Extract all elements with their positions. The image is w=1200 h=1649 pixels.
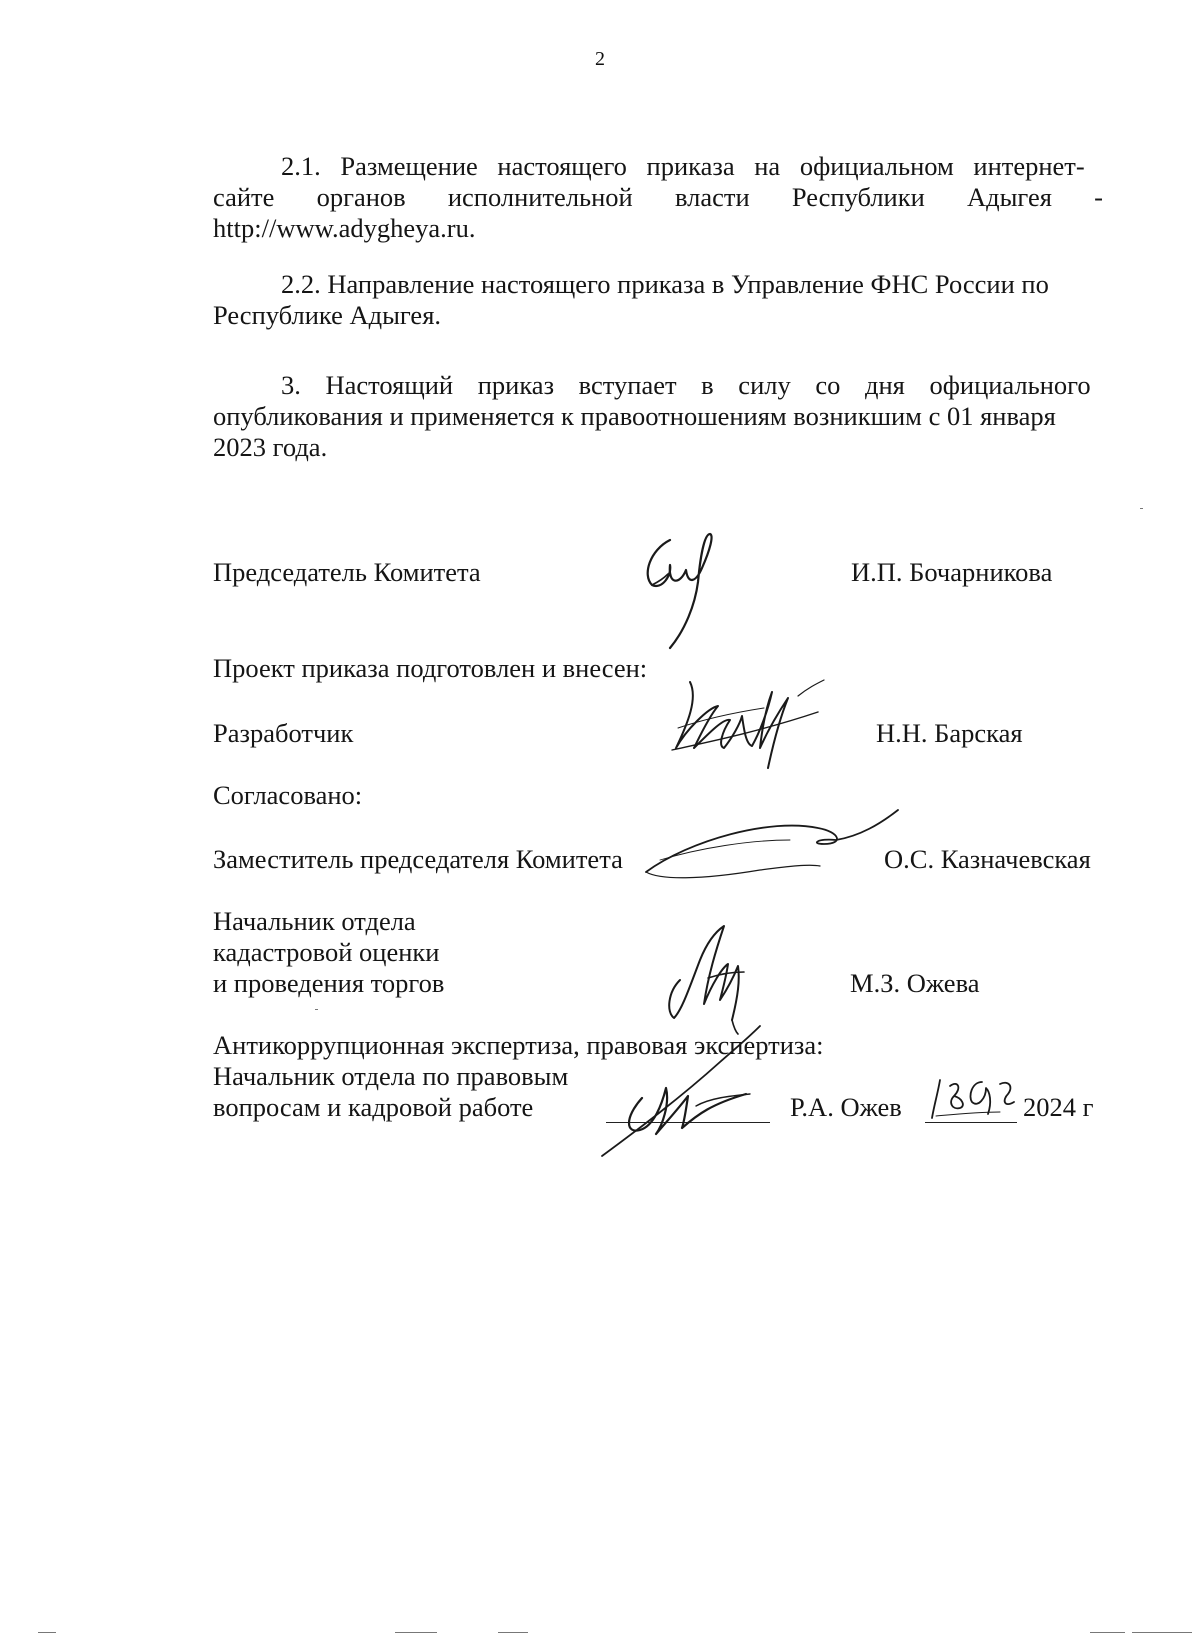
deputy-name: О.С. Казначевская (884, 844, 1091, 874)
clause-2-1-line-3: http://www.adygheya.ru. (213, 213, 476, 243)
developer-title: Разработчик (213, 718, 354, 748)
cadastral-title-line-3: и проведения торгов (213, 968, 445, 998)
agreed-heading: Согласовано: (213, 780, 363, 810)
clause-word: власти (674, 182, 750, 212)
clause-word: исполнительной (447, 182, 633, 212)
developer-signature (668, 668, 840, 778)
clause-2-2-line-1: 2.2. Направление настоящего приказа в Управление ФНС России по (281, 269, 1049, 299)
deputy-signature (640, 800, 905, 890)
legal-name: Р.А. Ожев (790, 1092, 902, 1122)
clause-2-2-line-2: Республике Адыгея. (213, 300, 442, 330)
scan-artifact (1090, 1632, 1125, 1633)
clause-3-line-1: 3. Настоящий приказ вступает в силу со дня официального (281, 370, 1091, 400)
legal-title-line-2: вопросам и кадровой работе (213, 1092, 534, 1122)
clause-word: Республики (791, 182, 925, 212)
clause-word: Адыгея (967, 182, 1052, 212)
legal-date-handwritten (928, 1072, 1020, 1124)
clause-3-line-2: опубликования и применяется к правоотношениям возникшим с 01 января (213, 401, 1056, 431)
scan-artifact (1132, 1632, 1192, 1633)
chairman-title: Председатель Комитета (213, 557, 481, 587)
clause-3-line-3: 2023 года. (213, 432, 328, 462)
legal-signature-line (606, 1122, 770, 1123)
clause-3 (213, 370, 1103, 463)
chairman-name: И.П. Бочарникова (851, 557, 1053, 587)
prepared-heading: Проект приказа подготовлен и внесен: (213, 653, 648, 683)
clause-2-1 (213, 151, 1103, 244)
scan-artifact (315, 1009, 318, 1010)
clause-word: органов (316, 182, 406, 212)
cadastral-title-line-2: кадастровой оценки (213, 937, 440, 967)
chairman-signature (640, 530, 735, 652)
legal-heading: Антикоррупционная экспертиза, правовая экспертиза: (213, 1030, 824, 1060)
legal-date-year: 2024 г (1023, 1092, 1094, 1122)
clause-2-1-line-1 (213, 151, 1103, 182)
cadastral-name: М.З. Ожева (850, 968, 980, 998)
cadastral-signature (660, 920, 770, 1035)
clause-word: - (1094, 182, 1103, 212)
scan-artifact (498, 1632, 528, 1633)
deputy-title: Заместитель председателя Комитета (213, 844, 623, 874)
clause-2-1-line-2 (213, 182, 1103, 213)
cadastral-title-line-1: Начальник отдела (213, 906, 416, 936)
legal-date-line (925, 1122, 1017, 1123)
developer-name: Н.Н. Барская (876, 718, 1023, 748)
clause-2-1-line-1-text: 2.1. Размещение настоящего приказа на официальном интернет- (281, 151, 1085, 181)
scan-artifact (38, 1632, 56, 1633)
scan-artifact (395, 1632, 437, 1633)
legal-title-line-1: Начальник отдела по правовым (213, 1061, 569, 1091)
clause-2-2 (213, 269, 1103, 331)
scan-artifact (1140, 508, 1143, 509)
page-number: 2 (595, 48, 605, 70)
clause-word: сайте (213, 182, 275, 212)
